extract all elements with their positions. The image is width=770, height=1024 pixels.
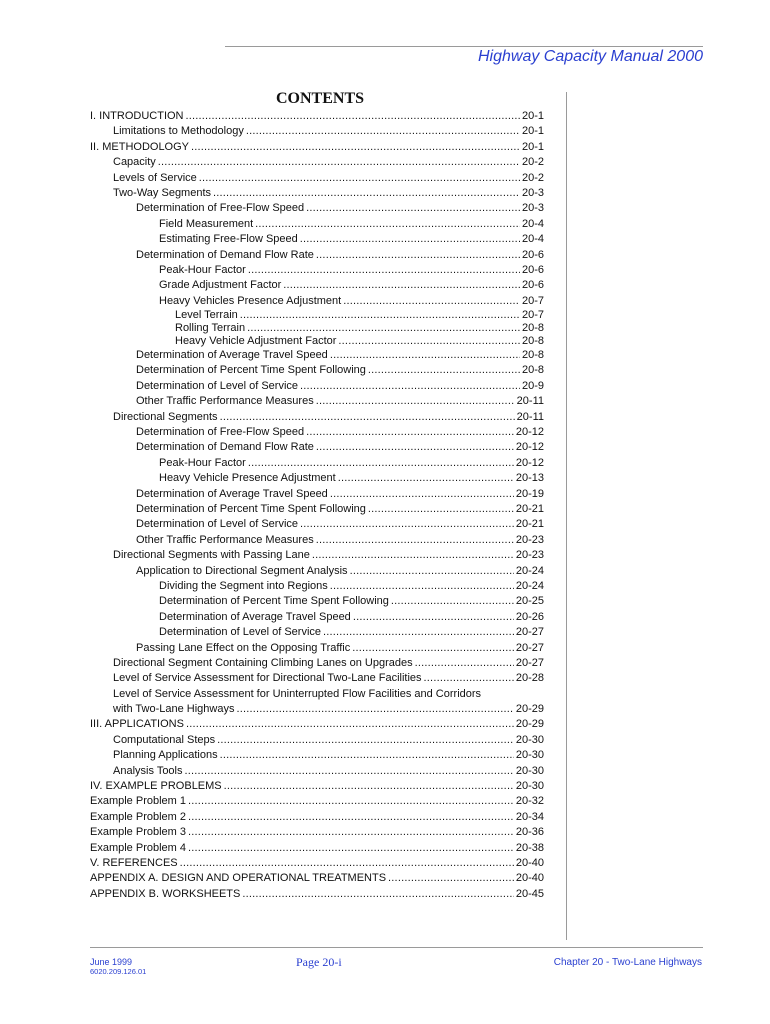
toc-entry[interactable]	[90, 109, 544, 124]
toc-entry-leader	[300, 517, 514, 532]
toc-entry[interactable]	[90, 278, 544, 293]
toc-entry[interactable]	[90, 594, 544, 609]
toc-entry[interactable]	[90, 794, 544, 809]
toc-entry[interactable]	[90, 140, 544, 155]
toc-entry-label: Determination of Level of Service	[136, 379, 299, 392]
toc-entry[interactable]	[90, 779, 544, 794]
toc-entry[interactable]	[90, 217, 544, 232]
toc-entry[interactable]	[90, 394, 544, 409]
toc-entry-page: 20-8	[521, 349, 544, 362]
toc-entry[interactable]	[90, 171, 544, 186]
toc-entry-label: Directional Segments	[113, 410, 218, 423]
toc-entry-label: Other Traffic Performance Measures	[136, 533, 314, 546]
toc-entry-page: 20-45	[515, 887, 544, 900]
toc-entry-page: 20-11	[516, 410, 544, 423]
toc-entry[interactable]	[90, 263, 544, 278]
toc-entry-label: Determination of Average Travel Speed	[136, 487, 328, 500]
toc-entry[interactable]	[90, 309, 544, 322]
toc-entry-page: 20-6	[521, 279, 544, 292]
footer-chapter-title: Chapter 20 - Two-Lane Highways	[553, 957, 702, 968]
toc-entry-label: Example Problem 1	[90, 795, 186, 808]
footer-date: June 1999	[90, 957, 133, 967]
toc-entry[interactable]	[90, 471, 544, 486]
toc-entry-leader	[316, 533, 514, 548]
toc-entry-page: 20-32	[515, 795, 544, 808]
toc-entry-leader	[248, 263, 520, 278]
toc-entry[interactable]	[90, 548, 544, 563]
toc-entry[interactable]	[90, 887, 544, 902]
toc-entry-page: 20-29	[515, 703, 544, 716]
toc-entry-label: Determination of Average Travel Speed	[159, 610, 351, 623]
toc-entry-leader	[338, 335, 520, 348]
toc-entry-leader	[186, 717, 514, 732]
toc-entry-leader	[188, 825, 514, 840]
toc-entry-label: Determination of Percent Time Spent Following	[159, 595, 389, 608]
toc-entry-leader	[199, 171, 520, 186]
toc-entry-page: 20-2	[521, 156, 544, 169]
toc-entry[interactable]	[90, 322, 544, 335]
toc-entry[interactable]	[90, 625, 544, 640]
toc-entry-leader	[185, 764, 514, 779]
toc-entry[interactable]	[90, 248, 544, 263]
toc-entry-page: 20-23	[515, 533, 544, 546]
header-rule	[225, 46, 703, 47]
toc-entry[interactable]	[90, 124, 544, 139]
toc-entry-leader	[368, 502, 514, 517]
toc-entry-page: 20-3	[521, 186, 544, 199]
toc-entry-leader	[213, 186, 520, 201]
toc-entry[interactable]	[90, 533, 544, 548]
toc-entry[interactable]	[90, 410, 544, 425]
toc-entry[interactable]	[90, 856, 544, 871]
toc-entry-leader	[191, 140, 520, 155]
toc-entry-label: Grade Adjustment Factor	[159, 279, 282, 292]
toc-entry-leader	[236, 702, 513, 717]
toc-entry-leader	[323, 625, 514, 640]
toc-entry-label: Determination of Level of Service	[136, 518, 299, 531]
toc-entry-leader	[316, 394, 515, 409]
toc-entry-label: Determination of Demand Flow Rate	[136, 441, 314, 454]
toc-entry-label: Levels of Service	[113, 171, 197, 184]
toc-entry[interactable]	[90, 841, 544, 856]
toc-entry-page: 20-1	[521, 110, 544, 122]
toc-entry-label: Planning Applications	[113, 749, 218, 762]
toc-entry-page: 20-1	[521, 140, 544, 153]
toc-entry-page: 20-30	[515, 764, 544, 777]
toc-entry-leader	[283, 278, 520, 293]
toc-entry[interactable]	[90, 335, 544, 348]
footer-document-code: 6020.209.126.01	[90, 967, 147, 976]
toc-entry[interactable]	[90, 186, 544, 201]
toc-entry-label: Passing Lane Effect on the Opposing Traffic	[136, 641, 351, 654]
toc-entry-label: V. REFERENCES	[90, 856, 178, 869]
toc-entry-leader	[338, 471, 514, 486]
toc-entry-leader	[246, 124, 520, 139]
toc-entry[interactable]	[90, 702, 544, 717]
toc-entry-page: 20-4	[521, 233, 544, 246]
toc-entry-leader	[306, 201, 520, 216]
toc-entry-page: 20-2	[521, 171, 544, 184]
toc-entry-page: 20-7	[521, 294, 544, 307]
toc-entry-page: 20-28	[515, 672, 544, 685]
toc-entry-label: Two-Way Segments	[113, 186, 212, 199]
toc-entry[interactable]	[90, 733, 544, 748]
toc-entry-leader	[247, 322, 520, 335]
toc-entry-leader	[415, 656, 514, 671]
toc-entry-page: 20-4	[521, 217, 544, 230]
toc-entry-label: IV. EXAMPLE PROBLEMS	[90, 780, 222, 793]
toc-entry-page: 20-21	[515, 518, 544, 531]
toc-entry-label: Level of Service Assessment for Directional Two-Lane Facilities	[113, 672, 422, 685]
toc-entry-page: 20-8	[521, 322, 544, 335]
toc-entry[interactable]	[90, 717, 544, 732]
toc-entry-label: Computational Steps	[113, 733, 216, 746]
toc-entry-page: 20-12	[515, 426, 544, 439]
toc-entry-label: Level of Service Assessment for Uninterrupted Flow Facilities and Corridors	[113, 687, 482, 700]
toc-entry-label: Determination of Percent Time Spent Following	[136, 364, 366, 377]
toc-entry-label: III. APPLICATIONS	[90, 718, 184, 731]
toc-entry-page: 20-13	[515, 472, 544, 485]
toc-entry-page: 20-24	[515, 579, 544, 592]
toc-entry-leader	[343, 294, 520, 309]
toc-entry-page: 20-21	[515, 502, 544, 515]
toc-entry-page: 20-6	[521, 248, 544, 261]
toc-entry[interactable]	[90, 425, 544, 440]
toc-entry-label: Determination of Free-Flow Speed	[136, 202, 305, 215]
toc-entry-leader	[330, 579, 514, 594]
toc-entry-page: 20-6	[521, 263, 544, 276]
toc-entry[interactable]	[90, 201, 544, 216]
table-of-contents	[90, 109, 544, 902]
toc-entry-page: 20-30	[515, 780, 544, 793]
toc-entry-label: Determination of Average Travel Speed	[136, 349, 328, 362]
toc-entry-page: 20-9	[521, 379, 544, 392]
toc-entry[interactable]	[90, 641, 544, 656]
toc-entry-label: APPENDIX A. DESIGN AND OPERATIONAL TREATMENTS	[90, 872, 387, 885]
footer-rule	[90, 947, 703, 948]
toc-entry-label: Application to Directional Segment Analysis	[136, 564, 348, 577]
running-header-title: Highway Capacity Manual 2000	[477, 48, 703, 65]
toc-entry-leader	[316, 440, 514, 455]
footer-page-number: Page 20-i	[296, 955, 342, 969]
toc-entry[interactable]	[90, 487, 544, 502]
toc-entry-label: Determination of Percent Time Spent Following	[136, 502, 366, 515]
toc-entry-page: 20-38	[515, 841, 544, 854]
toc-entry-page: 20-3	[521, 202, 544, 215]
toc-entry-page: 20-36	[515, 826, 544, 839]
toc-entry[interactable]	[90, 502, 544, 517]
toc-entry[interactable]	[90, 440, 544, 455]
toc-entry[interactable]	[90, 656, 544, 671]
toc-entry-leader	[391, 594, 514, 609]
toc-entry-page: 20-8	[521, 364, 544, 377]
toc-entry-page: 20-25	[515, 595, 544, 608]
toc-entry-page: 20-27	[515, 626, 544, 639]
toc-entry-label: Estimating Free-Flow Speed	[159, 233, 298, 246]
toc-entry-page: 20-27	[515, 641, 544, 654]
toc-entry-page: 20-40	[515, 856, 544, 869]
toc-entry-leader	[330, 348, 520, 363]
toc-entry-label: APPENDIX B. WORKSHEETS	[90, 887, 241, 900]
toc-entry-page: 20-12	[515, 456, 544, 469]
toc-entry-page: 20-7	[521, 309, 544, 322]
toc-entry-label: Peak-Hour Factor	[159, 263, 246, 276]
toc-entry-label: Rolling Terrain	[175, 322, 246, 335]
toc-entry-label: Field Measurement	[159, 217, 254, 230]
toc-entry-leader	[330, 487, 514, 502]
toc-entry-label: Directional Segments with Passing Lane	[113, 549, 310, 562]
toc-entry[interactable]	[90, 379, 544, 394]
toc-entry-label: Limitations to Methodology	[113, 125, 244, 138]
toc-entry-leader	[158, 155, 520, 170]
toc-entry-leader	[255, 217, 520, 232]
toc-entry-page: 20-34	[515, 810, 544, 823]
toc-entry-leader	[300, 379, 520, 394]
toc-entry-leader	[388, 871, 514, 886]
toc-entry-label: Determination of Demand Flow Rate	[136, 248, 314, 261]
toc-entry-leader	[368, 363, 520, 378]
toc-entry-page: 20-30	[515, 749, 544, 762]
toc-entry-page: 20-23	[515, 549, 544, 562]
toc-entry-leader	[240, 309, 520, 322]
toc-entry-page: 20-29	[515, 718, 544, 731]
toc-entry-page: 20-30	[515, 733, 544, 746]
toc-entry[interactable]	[90, 348, 544, 363]
toc-entry-leader	[224, 779, 514, 794]
toc-entry-page: 20-8	[521, 335, 544, 348]
toc-entry-label: I. INTRODUCTION	[90, 110, 184, 122]
toc-entry[interactable]	[90, 564, 544, 579]
toc-entry[interactable]	[90, 363, 544, 378]
toc-entry-page: 20-26	[515, 610, 544, 623]
toc-entry-label: Heavy Vehicle Presence Adjustment	[159, 472, 336, 485]
toc-entry-label: Heavy Vehicles Presence Adjustment	[159, 294, 342, 307]
toc-entry[interactable]	[90, 517, 544, 532]
toc-entry-leader	[217, 733, 514, 748]
toc-entry-leader	[312, 548, 514, 563]
toc-entry-page: 20-12	[515, 441, 544, 454]
toc-entry-leader	[353, 610, 514, 625]
toc-entry[interactable]	[90, 610, 544, 625]
toc-entry[interactable]	[90, 825, 544, 840]
toc-entry-label: Example Problem 3	[90, 826, 186, 839]
toc-entry-leader	[424, 671, 514, 686]
toc-entry-label: Heavy Vehicle Adjustment Factor	[175, 335, 337, 348]
margin-rule	[566, 92, 567, 940]
toc-entry[interactable]	[90, 871, 544, 886]
toc-entry-leader	[352, 641, 514, 656]
toc-entry-leader	[242, 887, 513, 902]
toc-entry[interactable]	[90, 155, 544, 170]
contents-title: CONTENTS	[276, 90, 365, 107]
toc-entry-label: Example Problem 4	[90, 841, 186, 854]
toc-entry-page: 20-19	[515, 487, 544, 500]
toc-entry[interactable]	[90, 687, 544, 702]
toc-entry-label: Determination of Level of Service	[159, 626, 322, 639]
toc-entry-label: Dividing the Segment into Regions	[159, 579, 328, 592]
toc-entry[interactable]	[90, 810, 544, 825]
toc-entry[interactable]	[90, 748, 544, 763]
toc-entry[interactable]	[90, 579, 544, 594]
toc-entry-label: Example Problem 2	[90, 810, 186, 823]
toc-entry-leader	[306, 425, 514, 440]
toc-entry-leader	[220, 410, 515, 425]
toc-entry-leader	[188, 794, 514, 809]
toc-entry-label: with Two-Lane Highways	[113, 703, 235, 716]
toc-entry-leader	[186, 109, 520, 124]
toc-entry-label: Level Terrain	[175, 309, 238, 322]
toc-entry-label: Determination of Free-Flow Speed	[136, 426, 305, 439]
toc-entry-page: 20-24	[515, 564, 544, 577]
toc-entry[interactable]	[90, 456, 544, 471]
toc-entry-leader	[188, 841, 514, 856]
toc-entry-label: Peak-Hour Factor	[159, 456, 246, 469]
toc-entry-page: 20-27	[515, 656, 544, 669]
toc-entry-leader	[180, 856, 514, 871]
toc-entry-label: Capacity	[113, 156, 156, 169]
toc-entry-leader	[220, 748, 514, 763]
toc-entry[interactable]	[90, 764, 544, 779]
toc-entry-label: Analysis Tools	[113, 764, 183, 777]
toc-entry-label: Other Traffic Performance Measures	[136, 395, 314, 408]
toc-entry-leader	[188, 810, 514, 825]
toc-entry[interactable]	[90, 671, 544, 686]
toc-entry[interactable]	[90, 294, 544, 309]
toc-entry-leader	[316, 248, 520, 263]
toc-entry-page: 20-11	[516, 395, 544, 408]
toc-entry-label: Directional Segment Containing Climbing Lanes on Upgrades	[113, 656, 413, 669]
toc-entry[interactable]	[90, 232, 544, 247]
toc-entry-leader	[350, 564, 514, 579]
toc-entry-label: II. METHODOLOGY	[90, 140, 190, 153]
toc-entry-page: 20-1	[521, 125, 544, 138]
toc-entry-leader	[300, 232, 520, 247]
toc-entry-page: 20-40	[515, 872, 544, 885]
toc-entry-leader	[248, 456, 514, 471]
